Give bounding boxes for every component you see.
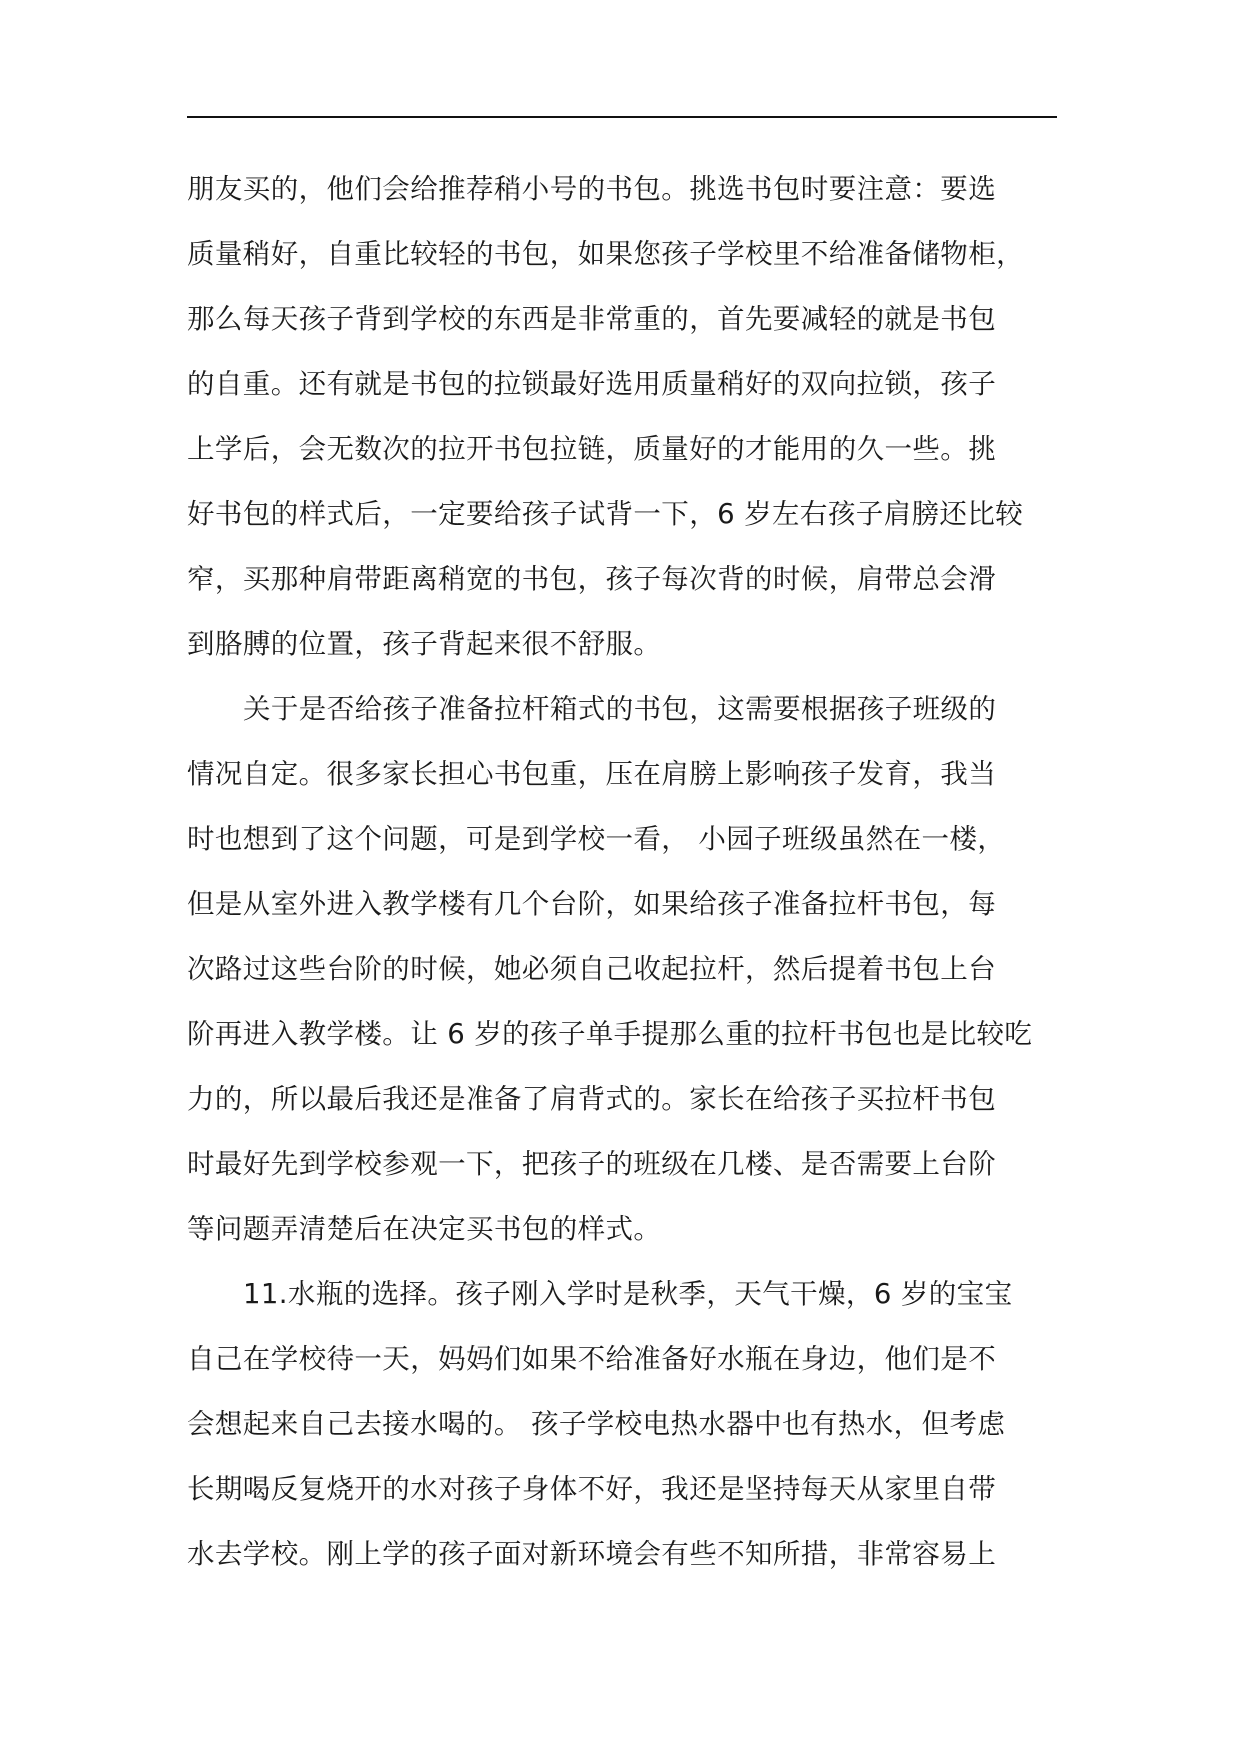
- text-line: 等问题弄清楚后在决定买书包的样式。: [187, 1213, 662, 1245]
- text-line: 那么每天孩子背到学校的东西是非常重的，首先要减轻的就是书包: [187, 303, 997, 335]
- text-line: 力的，所以最后我还是准备了肩背式的。家长在给孩子买拉杆书包: [187, 1083, 997, 1115]
- text-line: 自己在学校待一天，妈妈们如果不给准备好水瓶在身边，他们是不: [187, 1343, 997, 1375]
- paragraph: [187, 157, 1067, 677]
- text-line: 次路过这些台阶的时候，她必须自己收起拉杆，然后提着书包上台: [187, 953, 997, 985]
- text-line: 好书包的样式后，一定要给孩子试背一下，6 岁左右孩子肩膀还比较: [187, 498, 1024, 530]
- text-line: 时也想到了这个问题，可是到学校一看， 小园子班级虽然在一楼，: [187, 823, 1006, 855]
- text-line: 长期喝反复烧开的水对孩子身体不好，我还是坚持每天从家里自带: [187, 1473, 997, 1505]
- text-line: 的自重。还有就是书包的拉锁最好选用质量稍好的双向拉锁，孩子: [187, 368, 997, 400]
- text-line: 上学后，会无数次的拉开书包拉链，质量好的才能用的久一些。挑: [187, 433, 997, 465]
- text-line: 水去学校。刚上学的孩子面对新环境会有些不知所措，非常容易上: [187, 1538, 997, 1570]
- text-line: 11.水瓶的选择。孩子刚入学时是秋季，天气干燥，6 岁的宝宝: [243, 1278, 1013, 1310]
- text-line: 关于是否给孩子准备拉杆箱式的书包，这需要根据孩子班级的: [243, 693, 997, 725]
- text-line: 时最好先到学校参观一下，把孩子的班级在几楼、是否需要上台阶: [187, 1148, 997, 1180]
- text-line: 质量稍好，自重比较轻的书包，如果您孩子学校里不给准备储物柜，: [187, 238, 1024, 270]
- text-line: 朋友买的，他们会给推荐稍小号的书包。挑选书包时要注意：要选: [187, 173, 997, 205]
- paragraph: [187, 677, 1067, 1262]
- text-line: 情况自定。很多家长担心书包重，压在肩膀上影响孩子发育，我当: [187, 758, 997, 790]
- header-rule: [187, 116, 1057, 118]
- text-line: 会想起来自己去接水喝的。 孩子学校电热水器中也有热水，但考虑: [187, 1408, 1006, 1440]
- text-line: 阶再进入教学楼。让 6 岁的孩子单手提那么重的拉杆书包也是比较吃: [187, 1018, 1033, 1050]
- body-text: [187, 157, 1067, 1587]
- text-line: 但是从室外进入教学楼有几个台阶，如果给孩子准备拉杆书包，每: [187, 888, 997, 920]
- text-line: 窄，买那种肩带距离稍宽的书包，孩子每次背的时候，肩带总会滑: [187, 563, 997, 595]
- text-line: 到胳膊的位置，孩子背起来很不舒服。: [187, 628, 662, 660]
- paragraph: [187, 1262, 1067, 1587]
